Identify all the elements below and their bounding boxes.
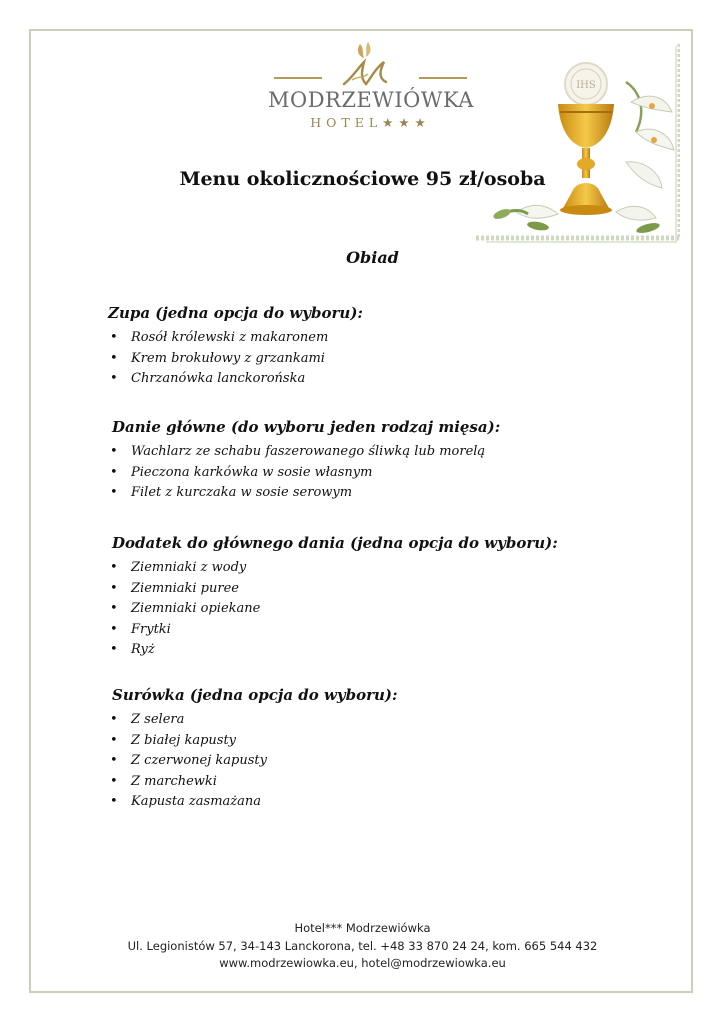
section-list <box>108 442 500 504</box>
section-list <box>108 710 398 813</box>
section-main-course <box>112 418 500 504</box>
svg-text:IHS: IHS <box>576 80 596 91</box>
section-soup <box>108 304 363 390</box>
section-heading: Danie główne (do wyboru jeden rodzaj mięsa): <box>112 418 501 436</box>
section-salad <box>112 686 398 813</box>
list-item: • Ryż <box>108 640 558 661</box>
list-item: • Ziemniaki z wody <box>108 558 558 579</box>
list-item: • Wachlarz ze schabu faszerowanego śliwką lub morelą <box>108 442 500 463</box>
list-item: • Rosół królewski z makaronem <box>108 328 363 349</box>
section-heading: Zupa (jedna opcja do wyboru): <box>108 304 363 322</box>
list-item: • Ziemniaki opiekane <box>108 599 558 620</box>
section-list <box>108 558 558 661</box>
footer-web-email: www.modrzewiowka.eu, hotel@modrzewiowka.eu <box>219 956 506 970</box>
list-item: • Kapusta zasmażana <box>108 792 398 813</box>
footer-address: Ul. Legionistów 57, 34-143 Lanckorona, tel. +48 33 870 24 24, kom. 665 544 432 <box>127 938 598 953</box>
list-item: • Z białej kapusty <box>108 731 398 752</box>
list-item: • Z selera <box>108 710 398 731</box>
list-item: • Z czerwonej kapusty <box>108 751 398 772</box>
chalice-decoration-icon <box>476 42 680 248</box>
section-list <box>108 328 363 390</box>
list-item: • Frytki <box>108 620 558 641</box>
list-item: • Pieczona karkówka w sosie własnym <box>108 463 500 484</box>
monogram-icon <box>268 40 473 90</box>
footer-hotel-name: Hotel*** Modrzewiówka <box>294 921 431 935</box>
section-heading: Dodatek do głównego dania (jedna opcja do wyboru): <box>112 534 558 552</box>
hotel-logo <box>268 38 473 133</box>
footer-contact <box>0 920 725 973</box>
list-item: • Chrzanówka lanckorońska <box>108 369 363 390</box>
logo-brand-text: MODRZEWIÓWKA <box>268 88 474 112</box>
logo-hotel-text: HOTEL★★★ <box>310 115 431 130</box>
section-side-dish <box>112 534 558 661</box>
list-item: • Ziemniaki puree <box>108 579 558 600</box>
list-item: • Z marchewki <box>108 772 398 793</box>
meal-subtitle: Obiad <box>346 248 399 267</box>
page-title: Menu okolicznościowe 95 zł/osoba <box>179 168 546 190</box>
list-item: • Krem brokułowy z grzankami <box>108 349 363 370</box>
list-item: • Filet z kurczaka w sosie serowym <box>108 483 500 504</box>
section-heading: Surówka (jedna opcja do wyboru): <box>112 686 398 704</box>
